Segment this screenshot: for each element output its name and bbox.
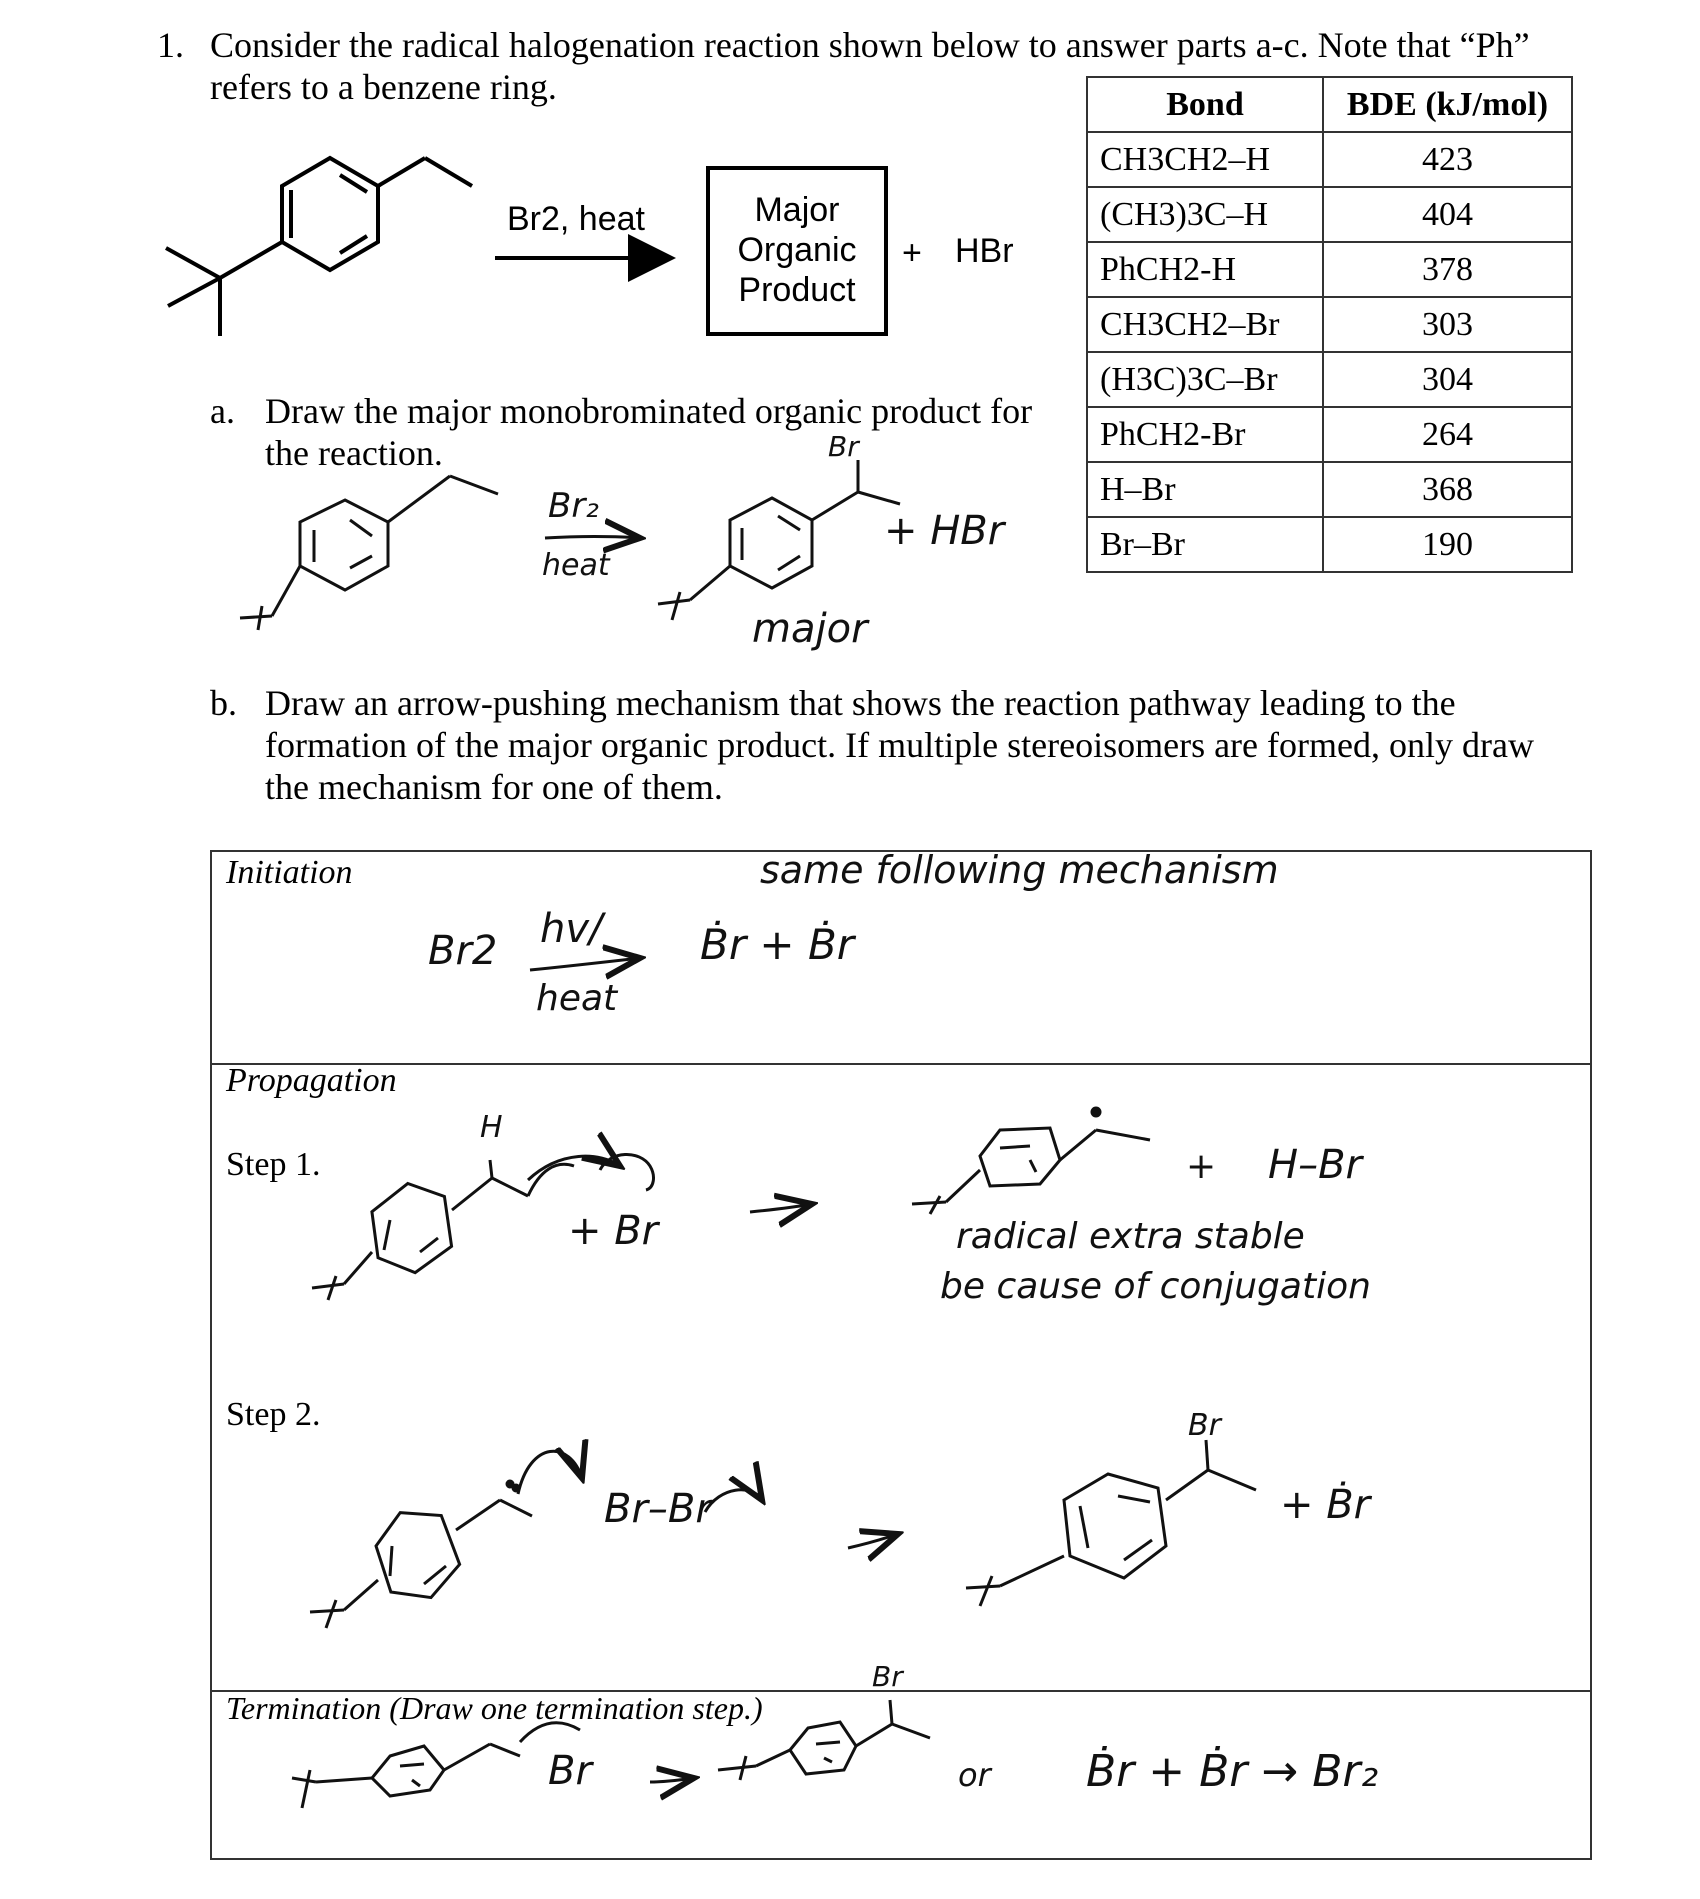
propagation-label: Propagation bbox=[226, 1062, 397, 1099]
bde-cell: 190 bbox=[1323, 517, 1572, 572]
bond-cell: H–Br bbox=[1087, 462, 1323, 517]
bde-header-bond: Bond bbox=[1087, 77, 1323, 132]
product-box-line2: Organic bbox=[737, 231, 857, 269]
bde-cell: 304 bbox=[1323, 352, 1572, 407]
step2-label: Step 2. bbox=[226, 1396, 321, 1433]
termination-br-top: Br bbox=[872, 1660, 903, 1693]
question-number: 1. bbox=[157, 25, 184, 65]
termination-or: or bbox=[958, 1756, 991, 1794]
part-a-arrow bbox=[545, 537, 640, 539]
bde-cell: 423 bbox=[1323, 132, 1572, 187]
step1-label: Step 1. bbox=[226, 1146, 321, 1183]
part-a-label: a. bbox=[210, 391, 235, 431]
step1-note-line2: be cause of conjugation bbox=[940, 1266, 1371, 1307]
step1-plus-br: + Br bbox=[568, 1208, 659, 1254]
initiation-heat: heat bbox=[536, 978, 618, 1019]
initiation-products: Ḃr + Ḃr bbox=[700, 920, 855, 969]
termination-equation: Ḃr + Ḃr → Br₂ bbox=[1086, 1746, 1379, 1797]
part-b-text-line3: the mechanism for one of them. bbox=[265, 767, 723, 807]
step2-plus-br: + Ḃr bbox=[1280, 1482, 1371, 1528]
product-box-line1: Major bbox=[754, 191, 840, 229]
part-a-br: Br bbox=[828, 430, 859, 463]
bde-cell: 378 bbox=[1323, 242, 1572, 297]
step1-hbr: H–Br bbox=[1268, 1142, 1362, 1188]
bde-header-value: BDE (kJ/mol) bbox=[1323, 77, 1572, 132]
propagation-section bbox=[212, 1065, 1590, 1692]
part-a-reagent-bottom: heat bbox=[542, 548, 610, 583]
initiation-label: Initiation bbox=[226, 854, 353, 891]
part-a-product-drawing bbox=[658, 460, 900, 620]
product-box-line3: Product bbox=[738, 271, 856, 309]
bde-cell: 264 bbox=[1323, 407, 1572, 462]
question-intro-line2: refers to a benzene ring. bbox=[210, 67, 557, 107]
plus-sign: + bbox=[902, 234, 922, 272]
bond-cell: CH3CH2–Br bbox=[1087, 297, 1323, 352]
initiation-br2: Br2 bbox=[428, 928, 498, 974]
part-a-hbr: + HBr bbox=[884, 508, 1005, 554]
initiation-note: same following mechanism bbox=[760, 848, 1279, 892]
part-a-reagent-top: Br₂ bbox=[548, 486, 599, 526]
bond-cell: (H3C)3C–Br bbox=[1087, 352, 1323, 407]
step1-plus: + bbox=[1186, 1146, 1217, 1187]
starting-material-structure bbox=[166, 158, 472, 336]
bond-cell: CH3CH2–H bbox=[1087, 132, 1323, 187]
bond-cell: PhCH2-H bbox=[1087, 242, 1323, 297]
hbr-label: HBr bbox=[955, 232, 1014, 270]
bond-cell: PhCH2-Br bbox=[1087, 407, 1323, 462]
part-b-label: b. bbox=[210, 683, 237, 723]
reagent-label: Br2, heat bbox=[507, 200, 645, 238]
step2-br-br: Br–Br bbox=[604, 1486, 712, 1532]
bde-cell: 368 bbox=[1323, 462, 1572, 517]
termination-br: Br bbox=[548, 1748, 592, 1794]
bond-cell: (CH3)3C–H bbox=[1087, 187, 1323, 242]
question-intro-line1: Consider the radical halogenation reaction shown below to answer parts a-c. Note that “Ph” bbox=[210, 25, 1530, 65]
bde-cell: 303 bbox=[1323, 297, 1572, 352]
step2-br: Br bbox=[1188, 1408, 1221, 1443]
step1-note-line1: radical extra stable bbox=[956, 1216, 1305, 1257]
part-a-text-line1: Draw the major monobrominated organic product for bbox=[265, 391, 1033, 431]
bde-cell: 404 bbox=[1323, 187, 1572, 242]
bond-cell: Br–Br bbox=[1087, 517, 1323, 572]
part-a-major: major bbox=[752, 606, 868, 652]
step1-h: H bbox=[480, 1110, 503, 1145]
part-b-text-line1: Draw an arrow-pushing mechanism that shows the reaction pathway leading to the bbox=[265, 683, 1456, 723]
initiation-hv: hv/ bbox=[540, 906, 603, 952]
part-a-reactant-drawing bbox=[240, 476, 498, 630]
part-b-text-line2: formation of the major organic product. If multiple stereoisomers are formed, only draw bbox=[265, 725, 1534, 765]
part-a-text-line2: the reaction. bbox=[265, 433, 443, 473]
termination-label: Termination (Draw one termination step.) bbox=[226, 1690, 763, 1726]
